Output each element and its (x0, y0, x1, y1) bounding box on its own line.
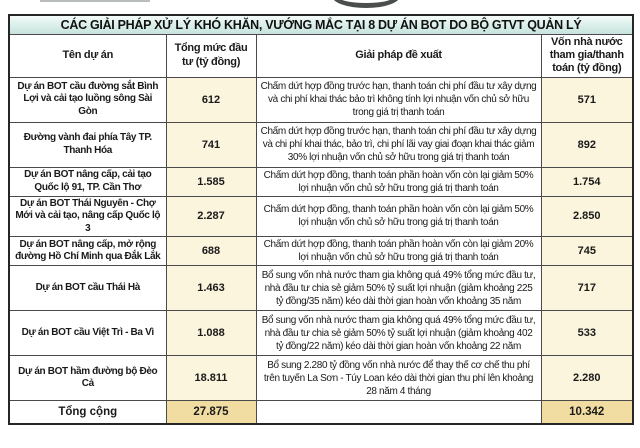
solution-text: Chấm dứt hợp đồng, thanh toán phần hoàn vốn còn lại giảm 50% lợi nhuận vốn chủ sở hữu trong giá trị thanh toán (256, 167, 541, 196)
investment-value: 1.585 (166, 167, 256, 196)
solution-text: Chấm dứt hợp đồng trước hạn, thanh toán chi phí đầu tư xây dựng và chi phí khai thác, bảo trì, chi phí lãi vay giai đoạn khai thác giảm 30% lợi nhuận vốn chủ sở hữu trong giá trị thanh toán (256, 122, 541, 167)
investment-value: 741 (166, 122, 256, 167)
bot-solutions-table (8, 14, 634, 425)
state-capital-value: 2.850 (541, 196, 633, 237)
investment-value: 1.088 (166, 311, 256, 356)
solution-text: Chấm dứt hợp đồng, thanh toán phần hoàn vốn còn lại giảm 20% lợi nhuận vốn chủ sở hữu trong giá trị thanh toán (256, 237, 541, 266)
cropped-artifact-line (40, 0, 150, 2)
project-name: Dự án BOT cầu đường sắt Bình Lợi và cải tạo luồng sông Sài Gòn (9, 77, 166, 122)
total-row (9, 401, 633, 424)
project-name: Dự án BOT cầu Thái Hà (9, 266, 166, 311)
solution-text: Bổ sung vốn nhà nước tham gia không quá 49% tổng mức đầu tư, nhà đầu tư chia sẻ giảm 50% tỷ suất lợi nhuận (giảm khoảng 402 tỷ đồng/22 năm) kéo dài thời gian hoàn vốn khoảng 22 năm (256, 311, 541, 356)
table-title: CÁC GIẢI PHÁP XỬ LÝ KHÓ KHĂN, VƯỚNG MẮC TẠI 8 DỰ ÁN BOT DO BỘ GTVT QUẢN LÝ (9, 15, 633, 34)
state-capital-value: 571 (541, 77, 633, 122)
solution-text: Chấm dứt hợp đồng trước hạn, thanh toán chi phí đầu tư xây dựng và chi phí khai thác bảo trì không tính lợi nhuận vốn chủ sở hữu trong giá trị thanh toán (256, 77, 541, 122)
state-capital-value: 892 (541, 122, 633, 167)
column-header-investment: Tổng mức đầu tư (tỷ đồng) (166, 34, 256, 77)
total-solution-empty-cell (256, 401, 541, 424)
table-row (9, 167, 633, 196)
state-capital-value: 745 (541, 237, 633, 266)
state-capital-value: 717 (541, 266, 633, 311)
investment-value: 2.287 (166, 196, 256, 237)
table-row (9, 77, 633, 122)
state-capital-value: 1.754 (541, 167, 633, 196)
table-row (9, 196, 633, 237)
column-header-state-capital: Vốn nhà nước tham gia/thanh toán (tỷ đồng) (541, 34, 633, 77)
solution-text: Bổ sung vốn nhà nước tham gia không quá 49% tổng mức đầu tư, nhà đầu tư chia sẻ giảm 50% tỷ suất lợi nhuận (giảm khoảng 225 tỷ đồng/35 năm) kéo dài thời gian hoàn vốn khoảng 35 năm (256, 266, 541, 311)
investment-value: 1.463 (166, 266, 256, 311)
table-row (9, 266, 633, 311)
investment-value: 612 (166, 77, 256, 122)
table-row (9, 122, 633, 167)
table-row (9, 237, 633, 266)
total-label: Tổng cộng (9, 401, 166, 424)
state-capital-value: 2.280 (541, 356, 633, 401)
project-name: Dự án BOT nâng cấp, mở rộng đường Hồ Chí Minh qua Đắk Lắk (9, 237, 166, 266)
project-name: Dự án BOT nâng cấp, cải tạo Quốc lộ 91, TP. Cần Thơ (9, 167, 166, 196)
table-row (9, 356, 633, 401)
state-capital-value: 533 (541, 311, 633, 356)
project-name: Đường vành đai phía Tây TP. Thanh Hóa (9, 122, 166, 167)
solution-text: Bổ sung 2.280 tỷ đồng vốn nhà nước để thay thế cơ chế thu phí trên tuyến La Sơn - Túy Loan kéo dài thời gian thu phí lên khoảng 28 năm 4 tháng (256, 356, 541, 401)
solution-text: Chấm dứt hợp đồng, thanh toán phần hoàn vốn còn lại giảm 50% lợi nhuận vốn chủ sở hữu trong giá trị thanh toán (256, 196, 541, 237)
column-header-project: Tên dự án (9, 34, 166, 77)
title-row (9, 15, 633, 34)
column-header-solution: Giải pháp đề xuất (256, 34, 541, 77)
project-name: Dự án BOT Thái Nguyên - Chợ Mới và cải tạo, nâng cấp Quốc lộ 3 (9, 196, 166, 237)
investment-value: 688 (166, 237, 256, 266)
total-investment-value: 27.875 (166, 401, 256, 424)
total-state-capital-value: 10.342 (541, 401, 633, 424)
column-header-row (9, 34, 633, 77)
table-row (9, 311, 633, 356)
project-name: Dự án BOT hầm đường bộ Đèo Cả (9, 356, 166, 401)
project-name: Dự án BOT cầu Việt Trì - Ba Vì (9, 311, 166, 356)
investment-value: 18.811 (166, 356, 256, 401)
cropped-artifact-arc (332, 0, 400, 8)
